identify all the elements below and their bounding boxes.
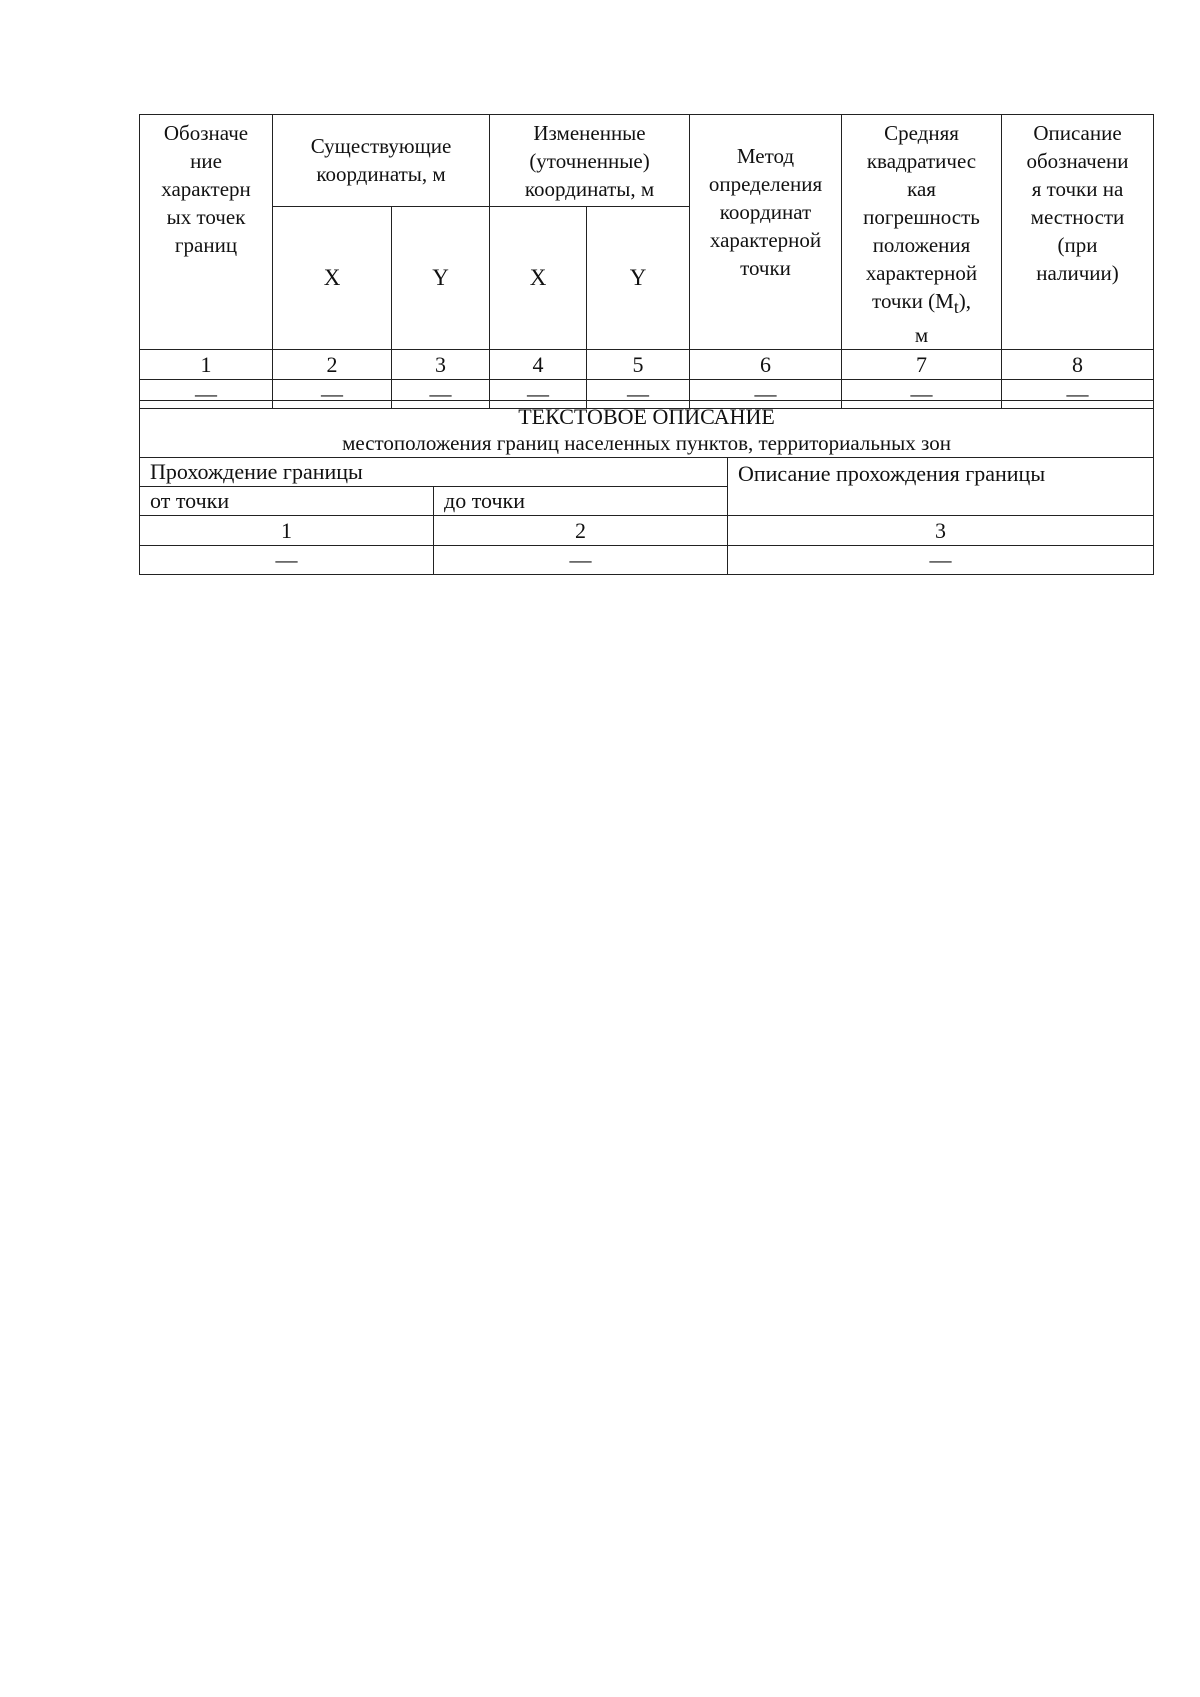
- table-cell: —: [140, 380, 273, 409]
- header-from-point: от точки: [140, 487, 434, 516]
- column-number: 2: [273, 350, 392, 380]
- header-changed-y: Y: [587, 206, 690, 349]
- header-changed-x: X: [490, 206, 587, 349]
- table-cell: —: [434, 546, 728, 575]
- table-cell: —: [140, 546, 434, 575]
- mse-label-subscript: t: [953, 297, 959, 318]
- table-cell: —: [587, 380, 690, 409]
- table-cell: —: [690, 380, 842, 409]
- table-cell: —: [392, 380, 490, 409]
- table-cell: —: [728, 546, 1154, 575]
- table-cell: —: [490, 380, 587, 409]
- header-existing-y: Y: [392, 206, 490, 349]
- header-to-point: до точки: [434, 487, 728, 516]
- column-number: 7: [842, 350, 1002, 380]
- header-row-top: [140, 115, 1154, 207]
- table-cell: —: [273, 380, 392, 409]
- header-existing-x: X: [273, 206, 392, 349]
- table-row: [140, 546, 1154, 575]
- table-subtitle: местоположения границ населенных пунктов, территориальных зон: [342, 431, 951, 455]
- table-title-cell: [140, 401, 1154, 458]
- mse-label-start: Средняя квадратичес кая погрешность положения характерной точки (M: [863, 121, 980, 313]
- title-row: [140, 401, 1154, 458]
- column-number: 6: [690, 350, 842, 380]
- header-existing-coordinates: Существующие координаты, м: [273, 115, 490, 207]
- column-number-row: [140, 516, 1154, 546]
- header-mean-square-error: [842, 115, 1002, 350]
- column-number: 3: [728, 516, 1154, 546]
- table-cell: —: [1002, 380, 1154, 409]
- column-number: 5: [587, 350, 690, 380]
- column-number: 2: [434, 516, 728, 546]
- header-designation: Обозначе ние характерн ых точек границ: [140, 115, 273, 350]
- mse-label-end: ), м: [914, 289, 971, 348]
- header-method: Метод определения координат характерной точки: [690, 115, 842, 350]
- header-boundary-passage: Прохождение границы: [140, 458, 728, 487]
- passage-header-row: [140, 458, 1154, 487]
- header-changed-coordinates: Измененные (уточненные) координаты, м: [490, 115, 690, 207]
- table-cell: —: [842, 380, 1002, 409]
- header-point-description: Описание обозначени я точки на местности (при наличии): [1002, 115, 1154, 350]
- column-number: 1: [140, 350, 273, 380]
- column-number: 1: [140, 516, 434, 546]
- header-passage-description: Описание прохождения границы: [728, 458, 1154, 516]
- characteristic-points-table: [139, 114, 1154, 409]
- column-number: 8: [1002, 350, 1154, 380]
- text-description-table: [139, 400, 1154, 575]
- table-title: ТЕКСТОВОЕ ОПИСАНИЕ: [518, 404, 775, 429]
- column-number-row: [140, 350, 1154, 380]
- column-number: 3: [392, 350, 490, 380]
- column-number: 4: [490, 350, 587, 380]
